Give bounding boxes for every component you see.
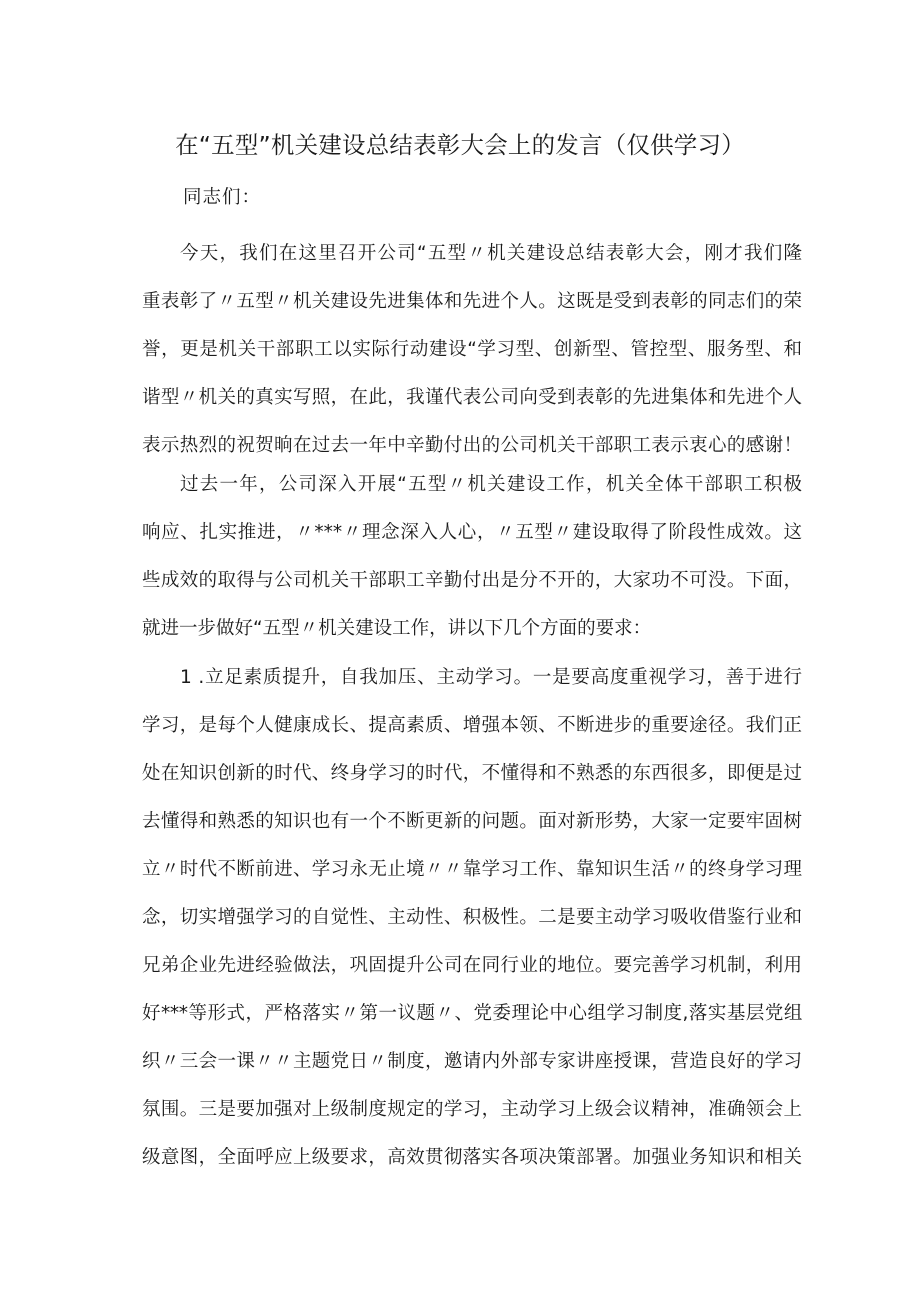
paragraph-line: 1 .立足素质提升，自我加压、主动学习。一是要高度重视学习，善于进行 <box>180 667 802 688</box>
paragraph-line: 兄弟企业先进经验做法，巩固提升公司在同行业的地位。要完善学习机制，利用 <box>142 955 802 976</box>
paragraph-line: 立〃时代不断前进、学习永无止境〃〃靠学习工作、靠知识生活〃的终身学习理 <box>142 859 802 880</box>
paragraph-line: 过去一年，公司深入开展“五型〃机关建设工作，机关全体干部职工积极 <box>180 474 802 495</box>
paragraph-line: 去懂得和熟悉的知识也有一个不断更新的问题。面对新形势，大家一定要牢固树 <box>142 811 802 832</box>
paragraph-line: 处在知识创新的时代、终身学习的时代，不懂得和不熟悉的东西很多，即便是过 <box>142 763 802 784</box>
paragraph-line: 谐型〃机关的真实写照，在此，我谨代表公司向受到表彰的先进集体和先进个人 <box>142 387 802 408</box>
salutation: 同志们： <box>183 187 262 208</box>
paragraph-line: 织〃三会一课〃〃主题党日〃制度，邀请内外部专家讲座授课，营造良好的学习 <box>142 1051 802 1072</box>
paragraph-line: 表示热烈的祝贺晌在过去一年中辛勤付出的公司机关干部职工表示衷心的感谢！ <box>142 435 802 456</box>
paragraph-line: 重表彰了〃五型〃机关建设先进集体和先进个人。这既是受到表彰的同志们的荣 <box>142 291 802 312</box>
paragraph-1 <box>142 230 802 470</box>
paragraph-line: 响应、扎实推进，〃***〃理念深入人心，〃五型〃建设取得了阶段性成效。这 <box>142 522 802 543</box>
paragraph-3 <box>142 654 802 1182</box>
paragraph-line: 誉，更是机关干部职工以实际行动建设“学习型、创新型、管控型、服务型、和 <box>142 339 802 360</box>
paragraph-line: 些成效的取得与公司机关干部职工辛勤付出是分不开的，大家功不可没。下面， <box>142 570 802 591</box>
paragraph-line: 好***等形式，严格落实〃第一议题〃、党委理论中心组学习制度,落实基层党组 <box>142 1003 802 1024</box>
paragraph-line: 念，切实增强学习的自觉性、主动性、积极性。二是要主动学习吸收借鉴行业和 <box>142 907 802 928</box>
paragraph-line: 氛围。三是要加强对上级制度规定的学习，主动学习上级会议精神，准确领会上 <box>142 1099 802 1120</box>
paragraph-line: 就进一步做好“五型〃机关建设工作，讲以下几个方面的要求： <box>142 618 652 639</box>
paragraph-2 <box>142 461 802 653</box>
paragraph-line: 今天，我们在这里召开公司“五型〃机关建设总结表彰大会，刚才我们隆 <box>180 243 802 264</box>
paragraph-line: 级意图，全面呼应上级要求，高效贯彻落实各项决策部署。加强业务知识和相关 <box>142 1147 802 1168</box>
document-title: 在“五型”机关建设总结表彰大会上的发言（仅供学习） <box>175 131 745 159</box>
paragraph-line: 学习，是每个人健康成长、提高素质、增强本领、不断进步的重要途径。我们正 <box>142 715 802 736</box>
